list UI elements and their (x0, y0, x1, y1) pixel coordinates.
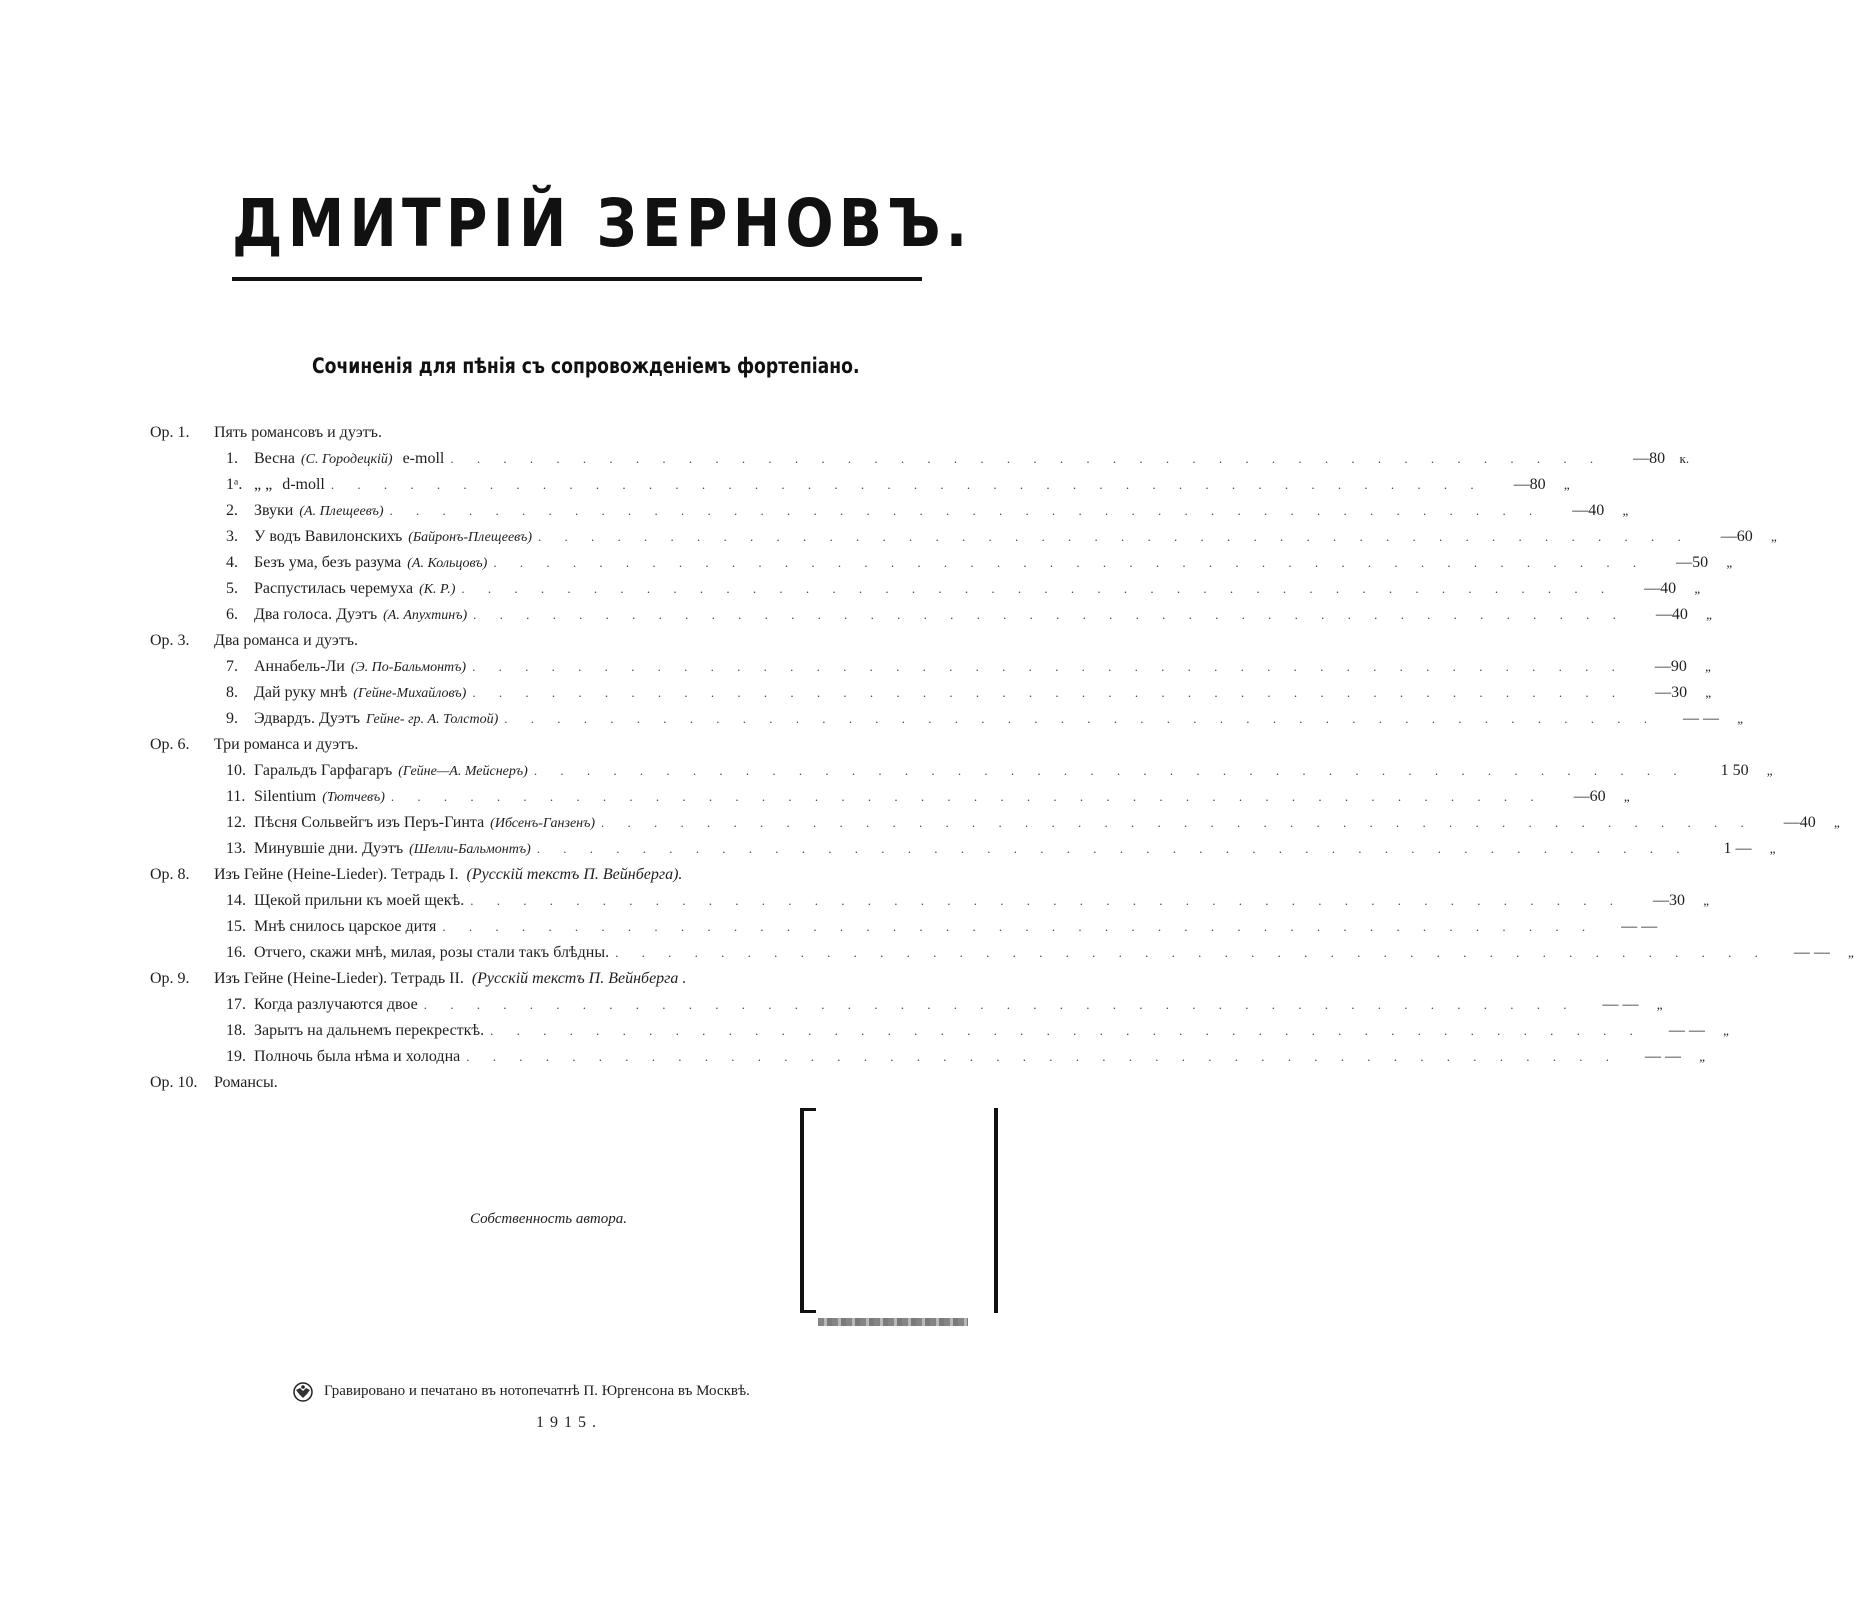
song-price: — — (1644, 1048, 1681, 1065)
price-unit: „ (1769, 841, 1776, 856)
song-number: 5. (226, 580, 238, 597)
dot-leader: . . . . . . . . . . . . . . . . . . . . . . . . . . . . . . . . . . . . . . . . . . . . (470, 893, 1623, 908)
price-unit: „ (1723, 1023, 1729, 1038)
opus-number: Op. 8. (150, 866, 190, 883)
dot-leader: . . . . . . . . . . . . . . . . . . . . . . . . . . . . . . . . . . . . . . . . . . . . (389, 503, 1543, 518)
price-unit: „ (1766, 763, 1773, 778)
publication-year: 1915. (536, 1414, 602, 1431)
opus-translation-note: (Русскій текстъ П. Вейнберга). (466, 866, 683, 883)
song-price: 1 — (1723, 840, 1752, 857)
song-price: —40 (1644, 580, 1677, 597)
song-number: 7. (226, 658, 238, 675)
song-entry (226, 706, 1744, 732)
song-price: —30 (1652, 892, 1685, 909)
price-unit: „ (1705, 659, 1711, 674)
song-author: Гейне- гр. А. Толстой) (366, 712, 499, 727)
song-number: 3. (226, 528, 238, 545)
song-number: 4. (226, 554, 238, 571)
song-title: Зарытъ на дальнемъ перекресткѣ. (254, 1022, 485, 1039)
song-number: 10. (226, 762, 246, 779)
song-title: Silentium (254, 788, 317, 805)
dot-leader: . . . . . . . . . . . . . . . . . . . . . . . . . . . . . . . . . . . . . . . . . . . . (538, 529, 1691, 544)
song-entry (226, 446, 1690, 472)
ownership-note: Собственность автора. (470, 1211, 627, 1227)
price-unit: „ (1694, 581, 1701, 596)
song-key: d-moll (282, 476, 325, 493)
song-author: (Гейне-Михайловъ) (353, 686, 467, 701)
song-price: —80 (1633, 450, 1666, 467)
song-number: 11. (226, 788, 246, 805)
song-price: —40 (1572, 502, 1605, 519)
title-underline (232, 277, 922, 281)
song-author: (А. Апухтинъ) (383, 608, 468, 623)
song-price: —30 (1655, 684, 1688, 701)
song-entry (226, 654, 1711, 680)
opus-number: Op. 6. (150, 736, 190, 753)
stamp-frame (800, 1108, 998, 1313)
song-key: e-moll (402, 450, 445, 467)
dot-leader: . . . . . . . . . . . . . . . . . . . . . . . . . . . . . . . . . . . . . . . . . . . . (536, 841, 1690, 856)
dot-leader: . . . . . . . . . . . . . . . . . . . . . . . . . . . . . . . . . . . . . . . . . . . . (461, 581, 1615, 596)
song-price: —60 (1720, 528, 1753, 545)
dot-leader: . . . . . . . . . . . . . . . . . . . . . . . . . . . . . . . . . . . . . . . . . . . . (423, 997, 1577, 1012)
song-entry (226, 1044, 1705, 1070)
song-number: 14. (226, 892, 246, 909)
song-entry (226, 940, 1854, 966)
dot-leader: . . . . . . . . . . . . . . . . . . . . . . . . . . . . . . . . . . . . . . . . . . . . (472, 659, 1625, 674)
song-title: Отчего, скажи мнѣ, милая, розы стали такъ блѣдны. (254, 944, 610, 961)
price-unit: „ (1623, 789, 1630, 804)
opus-number: Op. 1. (150, 424, 190, 441)
song-author: (Тютчевъ) (322, 790, 385, 805)
song-entry (226, 472, 1570, 498)
song-title: Минувшіе дни. Дуэтъ (254, 840, 404, 857)
opus-number: Op. 9. (150, 970, 190, 987)
song-number: 2. (226, 502, 238, 519)
song-title: Весна (254, 450, 295, 467)
song-price: —60 (1573, 788, 1606, 805)
song-number: 8. (226, 684, 238, 701)
dot-leader: . . . . . . . . . . . . . . . . . . . . . . . . . . . . . . . . . . . . . . . . . . . . (473, 607, 1626, 622)
song-price: 1 50 (1720, 762, 1749, 779)
opus-heading (150, 628, 950, 654)
dot-leader: . . . . . . . . . . . . . . . . . . . . . . . . . . . . . . . . . . . . . . . . . . . . (493, 555, 1647, 570)
song-title: Пѣсня Сольвейгъ изъ Перъ-Гинта (254, 814, 485, 831)
song-number: 19. (226, 1048, 246, 1065)
opus-title: Изъ Гейне (Heine-Lieder). Тетрадь I. (214, 866, 459, 883)
composer-name: ДМИТРІЙ ЗЕРНОВЪ. (232, 185, 973, 262)
song-entry (226, 1018, 1729, 1044)
song-number: 18. (226, 1022, 246, 1039)
song-number: 12. (226, 814, 246, 831)
song-title: Аннабель-Ли (254, 658, 345, 675)
song-entry (226, 992, 1663, 1018)
song-author: (Э. По-Бальмонтъ) (350, 660, 467, 675)
song-title: У водъ Вавилонскихъ (254, 528, 403, 545)
song-title: Два голоса. Дуэтъ (254, 606, 378, 623)
song-entry (226, 550, 1733, 576)
opus-title: Изъ Гейне (Heine-Lieder). Тетрадь II. (214, 970, 464, 987)
opus-heading (150, 966, 950, 992)
song-entry (226, 576, 1701, 602)
song-entry (226, 498, 1629, 524)
opus-number: Op. 10. (150, 1074, 198, 1091)
song-price: —40 (1655, 606, 1688, 623)
subtitle: Сочиненія для пѣнія съ сопровожденіемъ фортепіано. (312, 354, 860, 378)
song-price: —50 (1676, 554, 1709, 571)
song-title: Звуки (254, 502, 294, 519)
song-price: —80 (1513, 476, 1546, 493)
song-number: 6. (226, 606, 238, 623)
song-author: (А. Плещеевъ) (299, 504, 384, 519)
song-entry (226, 888, 1709, 914)
song-title: „ „ (254, 476, 273, 493)
dot-leader: . . . . . . . . . . . . . . . . . . . . . . . . . . . . . . . . . . . . . . . . . . . . (472, 685, 1626, 700)
song-entry (226, 758, 1773, 784)
song-author: (Байронъ-Плещеевъ) (408, 530, 533, 545)
price-unit: „ (1699, 1049, 1705, 1064)
dot-leader: . . . . . . . . . . . . . . . . . . . . . . . . . . . . . . . . . . . . . . . . . . . . (466, 1049, 1619, 1064)
song-number: 1ᵃ. (226, 476, 243, 493)
opus-title: Три романса и дуэтъ. (214, 736, 359, 753)
song-author: (К. Р.) (419, 582, 456, 597)
price-unit: к. (1679, 451, 1690, 466)
price-unit: „ (1706, 607, 1712, 622)
song-entry (226, 524, 1777, 550)
song-entry (226, 914, 1658, 940)
opus-heading (150, 1070, 950, 1096)
song-price: — — (1668, 1022, 1705, 1039)
song-title: Гаральдъ Гарфагаръ (254, 762, 393, 779)
song-title: Щекой прильни къ моей щекѣ. (254, 892, 465, 909)
price-unit: „ (1622, 503, 1629, 518)
song-entry (226, 602, 1712, 628)
song-price: — — (1621, 918, 1658, 935)
opus-heading (150, 420, 950, 446)
price-unit: „ (1848, 945, 1854, 960)
opus-title: Два романса и дуэтъ. (214, 632, 358, 649)
song-number: 16. (226, 944, 246, 961)
song-author: (Ибсенъ-Ганзенъ) (490, 816, 596, 831)
song-number: 17. (226, 996, 246, 1013)
song-author: (Гейне—А. Мейснеръ) (398, 764, 528, 779)
price-unit: „ (1834, 815, 1840, 830)
dot-leader: . . . . . . . . . . . . . . . . . . . . . . . . . . . . . . . . . . . . . . . . . . . . (490, 1023, 1643, 1038)
song-number: 15. (226, 918, 246, 935)
dot-leader: . . . . . . . . . . . . . . . . . . . . . . . . . . . . . . . . . . . . . . . . . . . . (450, 451, 1604, 466)
opus-title: Романсы. (214, 1074, 278, 1091)
song-number: 9. (226, 710, 238, 727)
imprint-line (292, 1378, 912, 1404)
song-title: Эдвардъ. Дуэтъ (254, 710, 360, 727)
price-unit: „ (1563, 477, 1570, 492)
price-unit: „ (1703, 893, 1709, 908)
price-unit: „ (1656, 997, 1663, 1012)
opus-heading (150, 862, 950, 888)
price-unit: „ (1726, 555, 1733, 570)
song-author: (Шелли-Бальмонтъ) (409, 842, 531, 857)
song-title: Дай руку мнѣ (254, 684, 348, 701)
song-price: — — (1683, 710, 1720, 727)
song-title: Распустилась черемуха (254, 580, 414, 597)
torn-edge (818, 1318, 968, 1326)
dot-leader: . . . . . . . . . . . . . . . . . . . . . . . . . . . . . . . . . . . . . . . . . . . . (601, 815, 1754, 830)
song-number: 1. (226, 450, 238, 467)
dot-leader: . . . . . . . . . . . . . . . . . . . . . . . . . . . . . . . . . . . . . . . . . . . . (533, 763, 1687, 778)
song-entry (226, 836, 1776, 862)
song-price: — — (1602, 996, 1639, 1013)
song-price: —90 (1654, 658, 1687, 675)
song-author: (С. Городецкій) (300, 452, 393, 467)
song-price: —40 (1783, 814, 1816, 831)
opus-number: Op. 3. (150, 632, 190, 649)
song-title: Когда разлучаются двое (254, 996, 418, 1013)
opus-title: Пять романсовъ и дуэтъ. (214, 424, 382, 441)
song-entry (226, 680, 1712, 706)
song-author: (А. Кольцовъ) (407, 556, 488, 571)
opus-heading (150, 732, 950, 758)
song-title: Мнѣ снилось царское дитя (254, 918, 437, 935)
dot-leader: . . . . . . . . . . . . . . . . . . . . . . . . . . . . . . . . . . . . . . . . . . . . (390, 789, 1544, 804)
dot-leader: . . . . . . . . . . . . . . . . . . . . . . . . . . . . . . . . . . . . . . . . . . . . (504, 711, 1658, 726)
price-unit: „ (1770, 529, 1777, 544)
song-entry (226, 810, 1840, 836)
song-title: Полночь была нѣма и холодна (254, 1048, 461, 1065)
song-title: Безъ ума, безъ разума (254, 554, 402, 571)
song-number: 13. (226, 840, 246, 857)
dot-leader: . . . . . . . . . . . . . . . . . . . . . . . . . . . . . . . . . . . . . . . . . . . . (615, 945, 1768, 960)
song-price: — — (1793, 944, 1830, 961)
dot-leader: . . . . . . . . . . . . . . . . . . . . . . . . . . . . . . . . . . . . . . . . . . . . (442, 919, 1596, 934)
song-entry (226, 784, 1630, 810)
opus-translation-note: (Русскій текстъ П. Вейнберга . (471, 970, 687, 987)
price-unit: „ (1737, 711, 1744, 726)
imperial-eagle-icon (292, 1381, 314, 1403)
imprint-text: Гравировано и печатано въ нотопечатнѣ П. Юргенсона въ Москвѣ. (324, 1383, 750, 1399)
dot-leader: . . . . . . . . . . . . . . . . . . . . . . . . . . . . . . . . . . . . . . . . . . . . (330, 477, 1484, 492)
price-unit: „ (1705, 685, 1712, 700)
